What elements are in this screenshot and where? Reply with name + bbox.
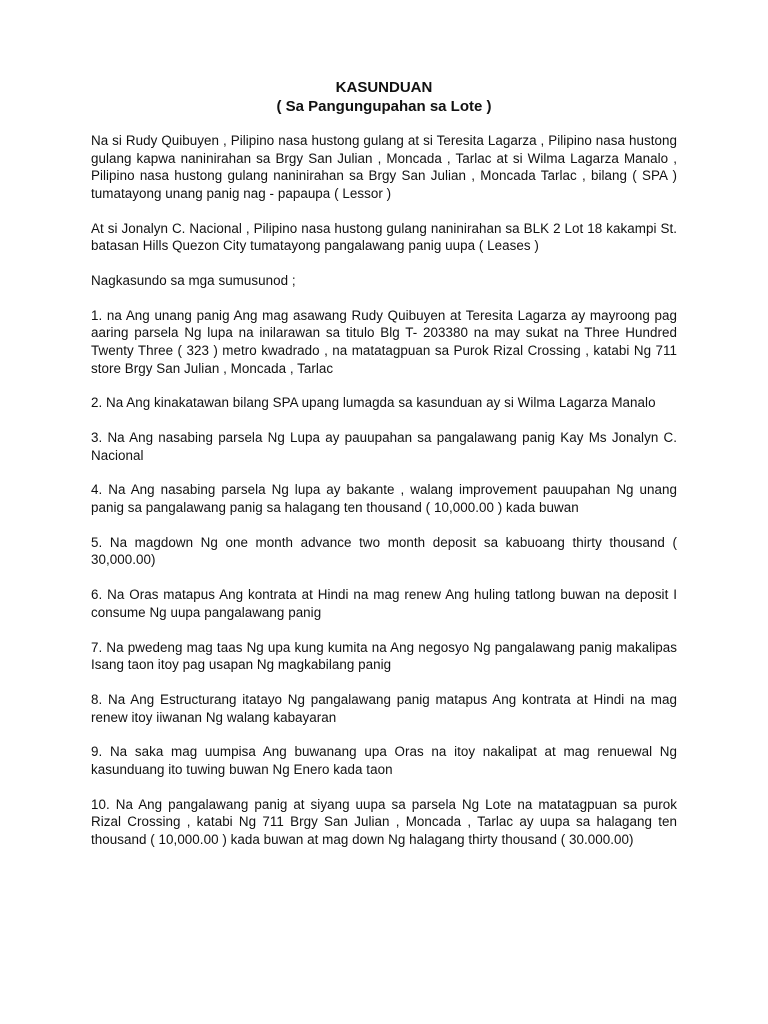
clause-3: 3. Na Ang nasabing parsela Ng Lupa ay pauupahan sa pangalawang panig Kay Ms Jonalyn C. Nacional (91, 430, 677, 463)
paragraph-parties-lessee: At si Jonalyn C. Nacional , Pilipino nasa hustong gulang naninirahan sa BLK 2 Lot 18 kakampi St. batasan Hills Quezon City tumatayong pangalawang panig uupa ( Leases ) (91, 220, 677, 254)
clause-2: 2. Na Ang kinakatawan bilang SPA upang lumagda sa kasunduan ay si Wilma Lagarza Manalo (91, 395, 656, 411)
document-subtitle: ( Sa Pangungupahan sa Lote ) (276, 98, 492, 115)
paragraph-parties-lessor: Na si Rudy Quibuyen , Pilipino nasa hustong gulang at si Teresita Lagarza , Pilipino nasa hustong gulang kapwa naninirahan sa Brgy San Julian , Moncada , Tarlac at si Wilma Lagarza Manalo , Pilipino nasa hustong gulang naninirahan sa Brgy San Julian , Moncada Tarlac , bilang ( SPA ) tumatayong unang panig nag - papaupa ( Lessor ) (91, 133, 677, 201)
paragraph-agreement-intro: Nagkasundo sa mga sumusunod ; (91, 272, 296, 288)
clause-6: 6. Na Oras matapus Ang kontrata at Hindi na mag renew Ang huling tatlong buwan na deposit I consume Ng uupa pangalawang panig (91, 587, 677, 620)
clause-9: 9. Na saka mag uumpisa Ang buwanang upa Oras na itoy nakalipat at mag renuewal Ng kasunduang ito tuwing buwan Ng Enero kada taon (91, 744, 677, 777)
clause-8: 8. Na Ang Estructurang itatayo Ng pangalawang panig matapus Ang kontrata at Hindi na mag renew itoy iiwanan Ng walang kabayaran (91, 691, 677, 725)
clause-7: 7. Na pwedeng mag taas Ng upa kung kumita na Ang negosyo Ng pangalawang panig makalipas Isang taon itoy pag usapan Ng magkabilang panig (91, 639, 677, 673)
clause-5: 5. Na magdown Ng one month advance two month deposit sa kabuoang thirty thousand ( 30,000.00) (91, 534, 677, 568)
document-page (91, 78, 677, 866)
document-title: KASUNDUAN (335, 79, 433, 96)
clause-1: 1. na Ang unang panig Ang mag asawang Rudy Quibuyen at Teresita Lagarza ay mayroong pag aaring parsela Ng lupa na inilarawan sa titulo Blg T- 203380 na may sukat na Three Hundred Twenty Three ( 323 ) metro kwadrado , na matatagpuan sa Purok Rizal Crossing , katabi Ng 711 store Brgy San Julian , Moncada , Tarlac (91, 307, 677, 376)
clause-10: 10. Na Ang pangalawang panig at siyang uupa sa parsela Ng Lote na matatagpuan sa purok Rizal Crossing , katabi Ng 711 Brgy San Julian , Moncada , Tarlac ay uupa sa halagang ten thousand ( 10,000.00 ) kada buwan at mag down Ng halagang thirty thousand ( 30.000.00) (91, 796, 677, 847)
clause-4: 4. Na Ang nasabing parsela Ng lupa ay bakante , walang improvement pauupahan Ng unang panig sa pangalawang panig sa halagang ten thousand ( 10,000.00 ) kada buwan (91, 482, 677, 516)
